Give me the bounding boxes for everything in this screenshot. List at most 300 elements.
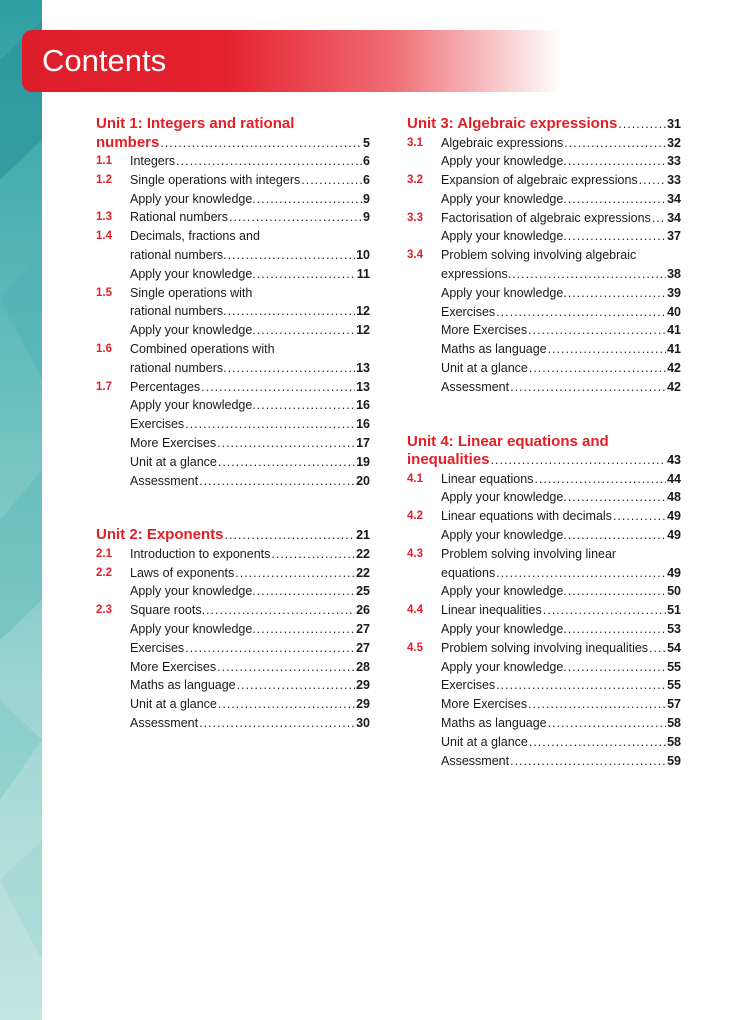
toc-entry[interactable] xyxy=(96,208,370,227)
toc-entry[interactable] xyxy=(96,378,370,397)
section-number xyxy=(96,434,130,453)
section-number xyxy=(407,378,441,397)
entry-page-number: 22 xyxy=(356,565,370,580)
dot-leader xyxy=(618,115,666,134)
toc-entry[interactable] xyxy=(96,340,370,378)
entry-body xyxy=(130,601,370,620)
entry-page-number: 10 xyxy=(356,247,370,262)
unit-section xyxy=(96,526,370,732)
toc-entry[interactable] xyxy=(96,265,370,284)
unit-heading-line xyxy=(96,134,370,153)
entry-title: Apply your knowledge. xyxy=(130,398,256,413)
unit-heading[interactable] xyxy=(96,115,370,152)
entry-body xyxy=(441,246,681,284)
dot-leader xyxy=(496,303,666,322)
dot-leader xyxy=(257,190,362,209)
toc-entry[interactable] xyxy=(96,434,370,453)
unit-page-number: 5 xyxy=(363,135,370,150)
toc-entry[interactable] xyxy=(96,453,370,472)
entry-line xyxy=(130,208,370,227)
entry-line xyxy=(130,227,370,246)
dot-leader xyxy=(257,620,355,639)
dot-leader xyxy=(568,620,666,639)
entry-body xyxy=(130,152,370,171)
entry-line xyxy=(441,564,681,583)
section-number: 4.3 xyxy=(407,547,423,560)
entry-line xyxy=(130,676,370,695)
toc-entry[interactable] xyxy=(407,676,681,695)
section-number xyxy=(96,415,130,434)
entry-body xyxy=(130,208,370,227)
unit-title-text: Unit 4: Linear equations and xyxy=(407,432,609,450)
entry-page-number: 49 xyxy=(667,565,681,580)
entry-title: Apply your knowledge. xyxy=(441,191,567,206)
entry-body xyxy=(441,190,681,209)
unit-title-text: Unit 1: Integers and rational xyxy=(96,115,295,132)
entry-page-number: 55 xyxy=(667,678,681,693)
section-number xyxy=(407,227,441,246)
dot-leader xyxy=(652,209,666,228)
dot-leader xyxy=(201,378,355,397)
entry-line xyxy=(441,658,681,677)
entry-page-number: 49 xyxy=(667,528,681,543)
entry-title: Exercises xyxy=(441,304,496,319)
toc-entry[interactable] xyxy=(407,340,681,359)
unit-section xyxy=(96,115,370,490)
entry-line xyxy=(130,582,370,601)
section-number: 3.3 xyxy=(407,211,423,224)
entry-page-number: 29 xyxy=(356,678,370,693)
toc-entry[interactable] xyxy=(407,470,681,489)
dot-leader xyxy=(568,190,666,209)
entry-title: rational numbers. xyxy=(130,304,227,319)
section-number xyxy=(407,752,441,771)
entry-title: Single operations with xyxy=(130,285,253,300)
entry-title: Maths as language xyxy=(130,678,236,693)
section-number: 2.3 xyxy=(96,604,112,617)
entry-body xyxy=(441,752,681,771)
entry-title: Introduction to exponents xyxy=(130,546,271,561)
entry-body xyxy=(441,359,681,378)
entry-page-number: 57 xyxy=(667,697,681,712)
section-number xyxy=(407,714,441,733)
entry-body xyxy=(441,545,681,583)
dot-leader xyxy=(228,302,356,321)
toc-entry[interactable] xyxy=(407,488,681,507)
entry-title: Apply your knowledge. xyxy=(130,266,256,281)
entry-body xyxy=(441,321,681,340)
dot-leader xyxy=(529,733,666,752)
dot-leader xyxy=(543,601,666,620)
entry-title: More Exercises xyxy=(130,435,217,450)
toc-entry[interactable] xyxy=(407,378,681,397)
entry-body xyxy=(130,582,370,601)
entry-body xyxy=(130,227,370,265)
toc-entry[interactable] xyxy=(407,209,681,228)
entry-page-number: 58 xyxy=(667,734,681,749)
entry-line xyxy=(130,302,370,321)
entry-line xyxy=(441,284,681,303)
entry-line xyxy=(441,488,681,507)
entry-body xyxy=(130,639,370,658)
toc-entry[interactable] xyxy=(407,359,681,378)
entry-body xyxy=(130,472,370,491)
toc-entry[interactable] xyxy=(407,507,681,526)
entry-page-number: 27 xyxy=(356,622,370,637)
dot-leader xyxy=(206,601,355,620)
entry-line xyxy=(130,246,370,265)
toc-entry[interactable] xyxy=(407,303,681,322)
toc-entry[interactable] xyxy=(407,246,681,284)
section-number xyxy=(407,695,441,714)
toc-entry[interactable] xyxy=(96,472,370,491)
entry-page-number: 13 xyxy=(356,360,370,375)
dot-leader xyxy=(217,658,355,677)
entry-title: rational numbers. xyxy=(130,360,227,375)
entry-body xyxy=(130,564,370,583)
entry-body xyxy=(441,639,681,658)
toc-entry[interactable] xyxy=(407,134,681,153)
dot-leader xyxy=(218,695,355,714)
section-number xyxy=(96,265,130,284)
dot-leader xyxy=(257,396,355,415)
unit-section xyxy=(407,115,681,397)
toc-entry[interactable] xyxy=(96,564,370,583)
toc-entry[interactable] xyxy=(96,227,370,265)
entry-line xyxy=(441,171,681,190)
entry-page-number: 51 xyxy=(667,603,681,618)
entry-title: Apply your knowledge. xyxy=(130,584,256,599)
entry-body xyxy=(441,171,681,190)
toc-entry[interactable] xyxy=(96,171,370,190)
section-number: 1.7 xyxy=(96,380,112,393)
entry-title: Apply your knowledge. xyxy=(441,285,567,300)
section-number xyxy=(407,582,441,601)
toc-entry[interactable] xyxy=(407,171,681,190)
section-number: 4.2 xyxy=(407,510,423,523)
section-number: 1.1 xyxy=(96,155,112,167)
dot-leader xyxy=(257,321,355,340)
entry-body xyxy=(130,415,370,434)
entry-title: Decimals, fractions and xyxy=(130,229,260,244)
entry-line xyxy=(441,714,681,733)
toc-entry[interactable] xyxy=(407,658,681,677)
entry-line xyxy=(441,733,681,752)
section-number: 1.4 xyxy=(96,230,112,243)
section-number xyxy=(407,190,441,209)
entry-page-number: 13 xyxy=(356,379,370,394)
toc-entry[interactable] xyxy=(96,676,370,695)
entry-title: Apply your knowledge. xyxy=(441,229,567,244)
dot-leader xyxy=(568,658,666,677)
entry-body xyxy=(130,396,370,415)
unit-heading-line xyxy=(407,115,681,134)
dot-leader xyxy=(568,526,666,545)
entry-title: Assessment xyxy=(441,379,510,394)
entry-line xyxy=(130,152,370,171)
toc-entry[interactable] xyxy=(407,227,681,246)
section-number xyxy=(407,526,441,545)
dot-leader xyxy=(257,582,355,601)
entry-page-number: 16 xyxy=(356,398,370,413)
dot-leader xyxy=(568,227,666,246)
entry-title: Percentages xyxy=(130,379,201,394)
dot-leader xyxy=(548,340,666,359)
entry-page-number: 44 xyxy=(667,471,681,486)
entry-body xyxy=(441,620,681,639)
entry-line xyxy=(441,227,681,246)
entry-title: Maths as language xyxy=(441,716,547,731)
entry-line xyxy=(130,265,370,284)
entry-body xyxy=(441,676,681,695)
entry-line xyxy=(441,265,681,284)
entry-title: Apply your knowledge. xyxy=(441,490,567,505)
entry-title: Combined operations with xyxy=(130,341,275,356)
entry-title: Unit at a glance xyxy=(441,734,528,749)
section-number: 3.2 xyxy=(407,174,423,187)
entry-title: More Exercises xyxy=(441,697,528,712)
entry-page-number: 49 xyxy=(667,509,681,524)
entry-line xyxy=(130,190,370,209)
toc-entry[interactable] xyxy=(407,714,681,733)
entry-title: Assessment xyxy=(441,753,510,768)
section-number xyxy=(96,396,130,415)
entry-line xyxy=(441,470,681,489)
entry-title: Algebraic expressions xyxy=(441,135,564,150)
toc-entry[interactable] xyxy=(407,545,681,583)
entry-title: Apply your knowledge. xyxy=(130,622,256,637)
toc-entry[interactable] xyxy=(96,545,370,564)
dot-leader xyxy=(528,321,666,340)
entry-page-number: 25 xyxy=(356,584,370,599)
dot-leader xyxy=(510,378,666,397)
dot-leader xyxy=(228,359,356,378)
unit-page-number: 21 xyxy=(356,528,370,543)
toc-entry[interactable] xyxy=(96,714,370,733)
entry-line xyxy=(130,658,370,677)
unit-heading-line xyxy=(96,115,370,134)
entry-title: Unit at a glance xyxy=(441,361,528,376)
entry-page-number: 58 xyxy=(667,716,681,731)
toc-entry[interactable] xyxy=(96,582,370,601)
section-number xyxy=(407,733,441,752)
section-number: 1.6 xyxy=(96,342,112,355)
entry-body xyxy=(130,321,370,340)
dot-leader xyxy=(199,472,355,491)
entry-body xyxy=(130,545,370,564)
section-number xyxy=(96,321,130,340)
toc-entry[interactable] xyxy=(96,396,370,415)
entry-line xyxy=(441,209,681,228)
dot-leader xyxy=(510,752,666,771)
entry-line xyxy=(441,378,681,397)
entry-title: Linear inequalities xyxy=(441,603,542,618)
entry-page-number: 33 xyxy=(667,173,681,188)
dot-leader xyxy=(568,488,666,507)
toc-entry[interactable] xyxy=(407,321,681,340)
entry-line xyxy=(130,340,370,359)
entry-body xyxy=(441,714,681,733)
entry-line xyxy=(441,246,681,265)
toc-column-left xyxy=(96,115,370,769)
toc-entry[interactable] xyxy=(96,639,370,658)
toc-entry[interactable] xyxy=(407,582,681,601)
entry-line xyxy=(441,321,681,340)
entry-body xyxy=(441,582,681,601)
toc-entry[interactable] xyxy=(96,284,370,322)
entry-body xyxy=(130,714,370,733)
dot-leader xyxy=(271,545,355,564)
entry-line xyxy=(130,396,370,415)
entry-body xyxy=(441,209,681,228)
entry-body xyxy=(130,658,370,677)
entry-line xyxy=(441,340,681,359)
entry-body xyxy=(130,171,370,190)
toc-entry[interactable] xyxy=(96,658,370,677)
section-number xyxy=(96,453,130,472)
entry-title: Exercises xyxy=(130,417,185,432)
entry-page-number: 54 xyxy=(667,640,681,655)
section-number: 3.4 xyxy=(407,249,423,262)
toc-entry[interactable] xyxy=(407,601,681,620)
entry-title: More Exercises xyxy=(130,659,217,674)
section-number xyxy=(96,714,130,733)
section-number xyxy=(407,488,441,507)
entry-body xyxy=(441,470,681,489)
toc-entry[interactable] xyxy=(407,284,681,303)
entry-page-number: 48 xyxy=(667,490,681,505)
entry-page-number: 33 xyxy=(667,154,681,169)
entry-line xyxy=(130,620,370,639)
entry-line xyxy=(441,359,681,378)
unit-title-text: inequalities xyxy=(407,451,490,469)
toc-entry[interactable] xyxy=(96,321,370,340)
entry-title: Unit at a glance xyxy=(130,697,217,712)
entry-body xyxy=(441,284,681,303)
dot-leader xyxy=(176,152,362,171)
entry-page-number: 27 xyxy=(356,640,370,655)
entry-line xyxy=(130,171,370,190)
entry-page-number: 11 xyxy=(356,266,370,281)
entry-title: Apply your knowledge. xyxy=(441,622,567,637)
entry-body xyxy=(441,340,681,359)
entry-line xyxy=(130,639,370,658)
dot-leader xyxy=(160,134,362,153)
unit-title-text: Unit 3: Algebraic expressions xyxy=(407,115,618,132)
entry-page-number: 42 xyxy=(667,361,681,376)
toc-entry[interactable] xyxy=(96,152,370,171)
entry-body xyxy=(441,134,681,153)
toc-entry[interactable] xyxy=(407,526,681,545)
toc-entry[interactable] xyxy=(407,620,681,639)
entry-title: Apply your knowledge. xyxy=(130,191,256,206)
entry-title: Problem solving involving algebraic xyxy=(441,248,637,263)
entry-line xyxy=(441,526,681,545)
dot-leader xyxy=(649,639,666,658)
entry-line xyxy=(130,415,370,434)
entry-line xyxy=(130,284,370,303)
entry-body xyxy=(441,658,681,677)
section-number: 2.1 xyxy=(96,547,112,560)
dot-leader xyxy=(564,134,666,153)
toc-entry[interactable] xyxy=(407,190,681,209)
unit-heading[interactable] xyxy=(407,115,681,134)
section-number xyxy=(96,472,130,491)
entry-page-number: 30 xyxy=(356,716,370,731)
toc-entry[interactable] xyxy=(96,695,370,714)
dot-leader xyxy=(529,359,666,378)
entry-body xyxy=(130,434,370,453)
dot-leader xyxy=(185,639,355,658)
section-number xyxy=(96,620,130,639)
unit-heading-line xyxy=(407,451,681,470)
entry-page-number: 28 xyxy=(356,659,370,674)
section-number xyxy=(407,620,441,639)
section-number xyxy=(407,284,441,303)
unit-heading[interactable] xyxy=(96,526,370,545)
dot-leader xyxy=(217,434,355,453)
entry-page-number: 32 xyxy=(667,135,681,150)
dot-leader xyxy=(512,265,666,284)
toc-entry[interactable] xyxy=(407,752,681,771)
entry-page-number: 37 xyxy=(667,229,681,244)
entry-line xyxy=(130,453,370,472)
toc-entry[interactable] xyxy=(407,152,681,171)
toc-entry[interactable] xyxy=(96,620,370,639)
entry-line xyxy=(441,639,681,658)
dot-leader xyxy=(496,676,666,695)
entry-title: Rational numbers xyxy=(130,210,228,225)
entry-page-number: 12 xyxy=(356,304,370,319)
section-number: 4.4 xyxy=(407,604,423,617)
toc-entry[interactable] xyxy=(407,639,681,658)
entry-page-number: 42 xyxy=(667,379,681,394)
dot-leader xyxy=(225,526,356,545)
dot-leader xyxy=(229,208,362,227)
entry-title: Linear equations xyxy=(441,471,534,486)
toc-entry[interactable] xyxy=(96,601,370,620)
entry-page-number: 59 xyxy=(667,753,681,768)
section-number xyxy=(407,152,441,171)
entry-page-number: 34 xyxy=(667,191,681,206)
entry-line xyxy=(441,303,681,322)
entry-line xyxy=(441,152,681,171)
entry-page-number: 6 xyxy=(363,172,370,187)
toc-entry[interactable] xyxy=(96,415,370,434)
toc-entry[interactable] xyxy=(407,733,681,752)
toc-entry[interactable] xyxy=(96,190,370,209)
entry-page-number: 6 xyxy=(363,154,370,168)
toc-entry[interactable] xyxy=(407,695,681,714)
dot-leader xyxy=(613,507,666,526)
entry-title: Problem solving involving linear xyxy=(441,546,617,561)
contents-banner xyxy=(22,30,562,92)
entry-page-number: 9 xyxy=(363,210,370,225)
entry-body xyxy=(441,227,681,246)
entry-title: Laws of exponents xyxy=(130,565,235,580)
entry-line xyxy=(130,359,370,378)
unit-title-text: Unit 2: Exponents xyxy=(96,526,224,544)
unit-heading[interactable] xyxy=(407,433,681,470)
entry-page-number: 22 xyxy=(356,546,370,561)
entry-page-number: 16 xyxy=(356,417,370,432)
unit-heading-line xyxy=(96,526,370,545)
section-number xyxy=(96,582,130,601)
entry-body xyxy=(130,340,370,378)
section-number xyxy=(407,658,441,677)
entry-page-number: 12 xyxy=(356,323,370,338)
section-number: 3.1 xyxy=(407,136,423,149)
